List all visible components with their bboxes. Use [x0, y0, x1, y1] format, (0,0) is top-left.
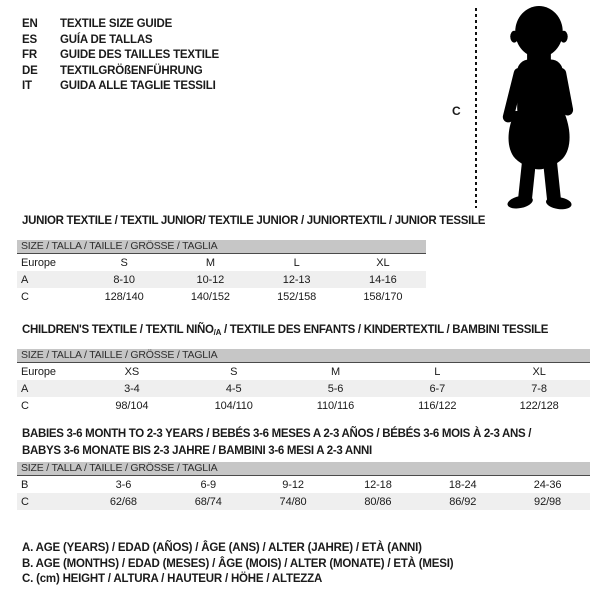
size-cell: 14-16 [369, 273, 397, 286]
junior-size-table [17, 240, 426, 305]
size-cell: L [434, 365, 441, 378]
table-row [17, 493, 590, 510]
size-cell: 122/128 [519, 399, 559, 412]
size-header-bar [17, 349, 590, 363]
size-cell: XL [532, 365, 546, 378]
language-row-de [22, 64, 219, 80]
size-cell: 104/110 [214, 399, 253, 412]
row-label: B [21, 478, 29, 491]
language-code: EN [22, 18, 38, 30]
size-header-label: SIZE / TALLA / TAILLE / GRÖSSE / TAGLIA [21, 462, 218, 474]
size-cell: L [293, 256, 300, 269]
language-row-fr [22, 48, 219, 64]
table-body [17, 363, 590, 414]
title-segment: BABIES 3-6 MONTH TO 2-3 YEARS / BEBÉS 3-6 MESES A 2-3 AÑOS / BÉBÉS 3-6 MOIS À 2-3 ANS / [22, 428, 532, 440]
table-body [17, 254, 426, 305]
row-label: C [21, 399, 29, 412]
language-title-list [22, 17, 219, 95]
row-label: Europe [21, 256, 56, 269]
row-label: A [21, 382, 29, 395]
note-a: A. AGE (YEARS) / EDAD (AÑOS) / ÂGE (ANS) / ALTER (JAHRE) / ETÀ (ANNI) [22, 542, 422, 554]
size-cell: 4-5 [225, 382, 242, 395]
language-title: TEXTILGRÖßENFÜHRUNG [60, 64, 203, 77]
table-row [17, 380, 590, 397]
size-cell: 12-18 [364, 478, 392, 491]
size-cell: 116/122 [418, 399, 457, 412]
size-header-bar [17, 462, 590, 476]
language-title: TEXTILE SIZE GUIDE [60, 18, 173, 30]
table-row [17, 363, 590, 380]
size-cell: 6-7 [429, 382, 446, 395]
size-cell: 110/116 [316, 399, 355, 412]
size-cell: S [120, 256, 128, 269]
title-segment: CHILDREN'S TEXTILE / TEXTIL NIÑO [22, 324, 214, 336]
language-code: FR [22, 49, 37, 61]
size-cell: M [205, 256, 215, 269]
size-cell: 5-6 [327, 382, 344, 395]
size-cell: XS [124, 365, 140, 378]
title-segment: JUNIOR TEXTILE / TEXTIL JUNIOR/ TEXTILE JUNIOR / JUNIORTEXTIL / JUNIOR TESSILE [22, 215, 486, 227]
language-code: IT [22, 80, 32, 92]
size-cell: 6-9 [200, 478, 217, 491]
size-cell: 18-24 [448, 478, 477, 491]
size-cell: 158/170 [363, 290, 403, 303]
footnotes [22, 541, 453, 588]
title-segment: BABYS 3-6 MONATE BIS 2-3 JAHRE / BAMBINI 3-6 MESI A 2-3 ANNI [22, 444, 372, 457]
children-size-table [17, 349, 590, 414]
language-row-es [22, 33, 219, 49]
title-segment: /A [213, 328, 222, 337]
size-cell: 62/68 [109, 495, 137, 508]
size-cell: 86/92 [449, 495, 477, 508]
language-code: DE [22, 64, 38, 77]
size-cell: 128/140 [104, 290, 144, 303]
size-header-bar [17, 240, 426, 254]
language-title: GUIDA ALLE TAGLIE TESSILI [60, 80, 216, 92]
size-cell: 68/74 [194, 495, 222, 508]
height-measure-label: C [452, 104, 461, 118]
size-header-label: SIZE / TALLA / TAILLE / GRÖSSE / TAGLIA [21, 349, 218, 361]
title-segment: / TEXTILE DES ENFANTS / KINDERTEXTIL / BAMBINI TESSILE [221, 324, 549, 336]
size-cell: 98/104 [115, 399, 149, 412]
table-row [17, 397, 590, 414]
note-b: B. AGE (MONTHS) / EDAD (MESES) / ÂGE (MOIS) / ALTER (MONATE) / ETÀ (MESI) [22, 557, 454, 570]
language-title: GUÍA DE TALLAS [60, 33, 153, 46]
size-cell: 3-6 [115, 478, 132, 491]
size-header-label: SIZE / TALLA / TAILLE / GRÖSSE / TAGLIA [21, 240, 218, 252]
table-row [17, 288, 426, 305]
language-row-en [22, 17, 219, 33]
size-cell: 10-12 [196, 273, 225, 286]
junior-section-title [22, 213, 485, 230]
size-cell: XL [376, 256, 390, 269]
toddler-silhouette-image [479, 4, 594, 212]
babies-size-table [17, 462, 590, 510]
size-cell: 3-4 [124, 382, 140, 395]
language-code: ES [22, 33, 37, 46]
size-cell: 8-10 [113, 273, 135, 286]
size-cell: 152/158 [277, 290, 317, 303]
size-cell: S [230, 365, 238, 378]
size-cell: 74/80 [279, 495, 307, 508]
table-body [17, 476, 590, 510]
row-label: C [21, 495, 29, 508]
height-dashed-line [475, 8, 477, 208]
children-section-title [22, 322, 548, 342]
size-cell: 92/98 [534, 495, 562, 508]
row-label: C [21, 290, 29, 303]
table-row [17, 476, 590, 493]
size-cell: 9-12 [282, 478, 304, 491]
row-label: Europe [21, 365, 56, 378]
size-cell: 7-8 [531, 382, 547, 395]
size-cell: 12-13 [282, 273, 311, 286]
babies-section-title [22, 426, 531, 459]
row-label: A [21, 273, 29, 286]
language-row-it [22, 79, 219, 95]
table-row [17, 254, 426, 271]
note-c: C. (cm) HEIGHT / ALTURA / HAUTEUR / HÖHE / ALTEZZA [22, 573, 323, 585]
size-cell: 24-36 [533, 478, 562, 491]
language-title: GUIDE DES TAILLES TEXTILE [60, 49, 219, 61]
size-cell: M [330, 365, 341, 378]
size-cell: 140/152 [190, 290, 230, 303]
size-cell: 80/86 [364, 495, 392, 508]
table-row [17, 271, 426, 288]
